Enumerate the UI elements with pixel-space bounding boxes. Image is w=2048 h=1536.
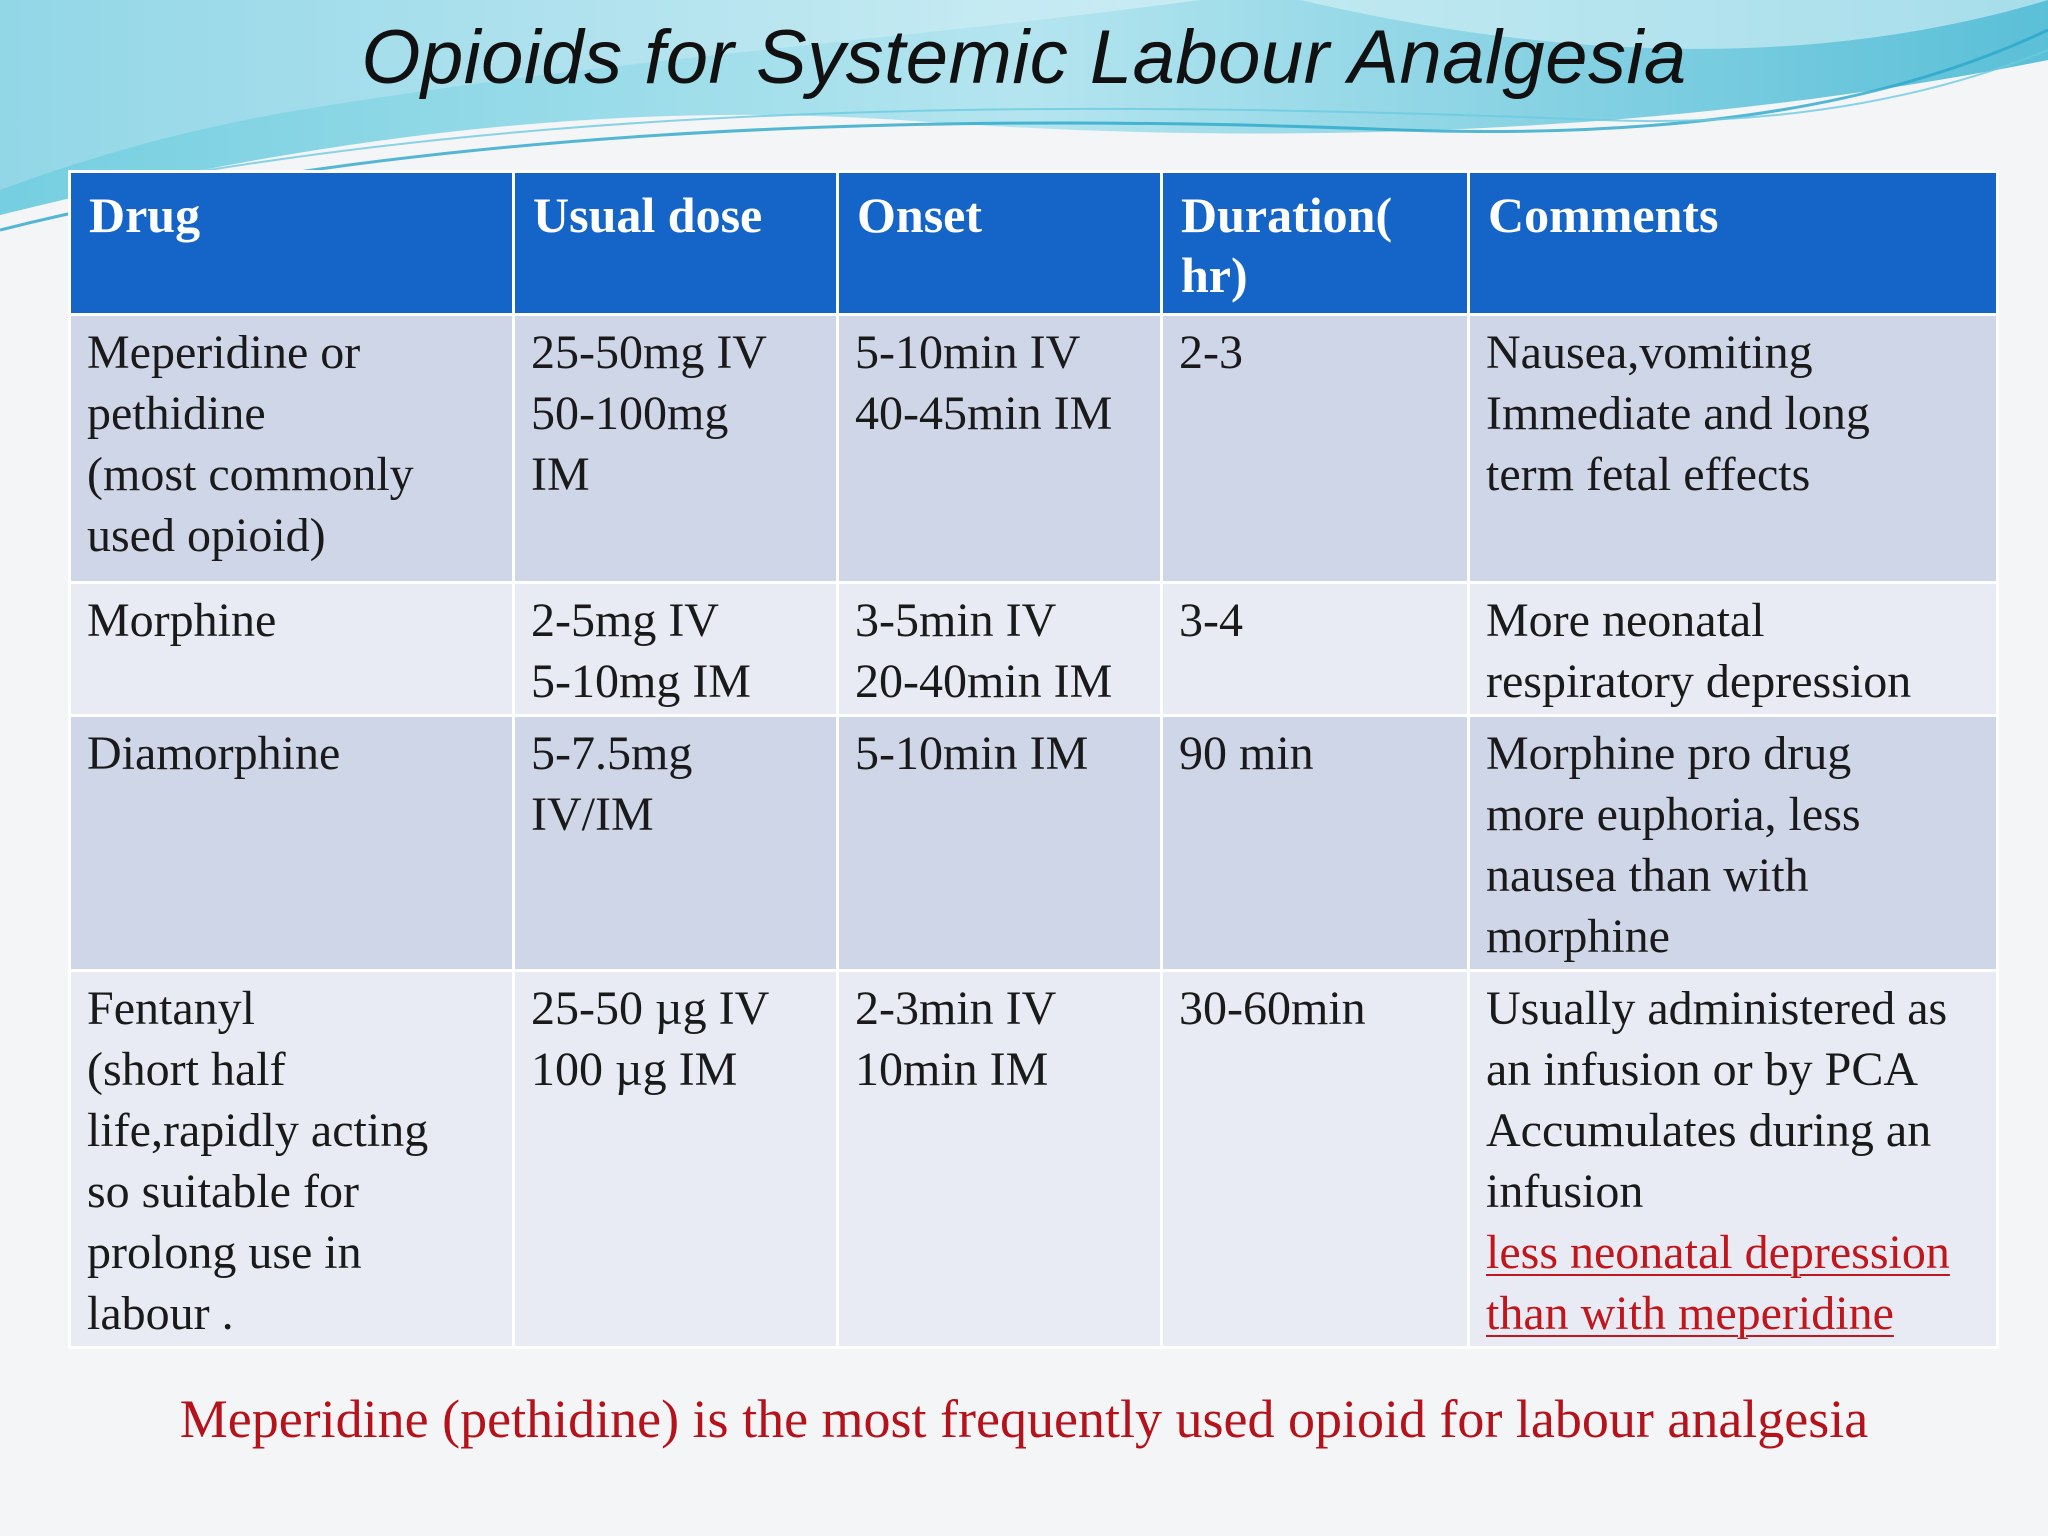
cell-text: prolong use in — [87, 1226, 362, 1279]
cell-text: 2-3min IV — [855, 982, 1057, 1035]
cell-text: life,rapidly acting — [87, 1104, 429, 1157]
cell-dose — [514, 716, 838, 971]
footer-note: Meperidine (pethidine) is the most frequently used opioid for labour analgesia — [179, 1389, 1869, 1449]
cell-duration — [1162, 315, 1469, 583]
opioids-table — [68, 170, 1999, 1349]
header-onset — [838, 172, 1162, 315]
header-comments — [1469, 172, 1998, 315]
cell-text: 5-7.5mg — [531, 727, 693, 780]
cell-duration — [1162, 716, 1469, 971]
header-drug-label: Drug — [89, 187, 201, 243]
cell-text: 10min IM — [855, 1043, 1049, 1096]
cell-dose — [514, 315, 838, 583]
cell-onset — [838, 583, 1162, 716]
cell-text: pethidine — [87, 387, 266, 440]
cell-text: Morphine pro drug — [1486, 727, 1852, 780]
cell-text: 50-100mg — [531, 387, 729, 440]
header-usual-dose — [514, 172, 838, 315]
header-duration — [1162, 172, 1469, 315]
cell-text: morphine — [1486, 910, 1670, 963]
cell-text: 5-10mg IM — [531, 655, 751, 708]
cell-text: more euphoria, less — [1486, 788, 1861, 841]
cell-text: labour . — [87, 1287, 234, 1340]
cell-text: Nausea,vomiting — [1486, 326, 1813, 379]
header-onset-label: Onset — [857, 187, 982, 243]
cell-text: 30-60min — [1179, 982, 1366, 1035]
slide-title: Opioids for Systemic Labour Analgesia — [361, 15, 1687, 100]
cell-text: (short half — [87, 1043, 286, 1096]
cell-text: 5-10min IV — [855, 326, 1081, 379]
table-header-row — [70, 172, 1998, 315]
cell-text: Morphine — [87, 594, 277, 647]
cell-onset — [838, 971, 1162, 1348]
cell-text: 90 min — [1179, 727, 1314, 780]
header-comments-label: Comments — [1488, 187, 1719, 243]
cell-text: IV/IM — [531, 788, 654, 841]
cell-text: 3-4 — [1179, 594, 1243, 647]
cell-text: (most commonly — [87, 448, 414, 501]
cell-comments — [1469, 971, 1998, 1348]
header-drug — [70, 172, 514, 315]
cell-text: 3-5min IV — [855, 594, 1057, 647]
cell-text: so suitable for — [87, 1165, 359, 1218]
cell-duration — [1162, 583, 1469, 716]
header-duration-label: hr) — [1181, 247, 1248, 303]
cell-text: infusion — [1486, 1165, 1644, 1218]
cell-drug — [70, 315, 514, 583]
cell-drug — [70, 971, 514, 1348]
cell-dose — [514, 971, 838, 1348]
cell-text: 25-50 µg IV — [531, 982, 770, 1035]
cell-text: 5-10min IM — [855, 727, 1089, 780]
table-row-fentanyl — [70, 971, 1998, 1348]
highlight-comment: than with meperidine — [1486, 1287, 1894, 1340]
cell-text: Meperidine or — [87, 326, 361, 379]
table-row-diamorphine — [70, 716, 1998, 971]
cell-comments — [1469, 716, 1998, 971]
cell-text: 2-3 — [1179, 326, 1243, 379]
cell-text: IM — [531, 448, 590, 501]
cell-text: More neonatal — [1486, 594, 1765, 647]
cell-text: used opioid) — [87, 509, 326, 562]
cell-text: respiratory depression — [1486, 655, 1912, 708]
highlight-comment: less neonatal depression — [1486, 1226, 1950, 1279]
cell-drug — [70, 583, 514, 716]
cell-text: 40-45min IM — [855, 387, 1113, 440]
cell-text: 20-40min IM — [855, 655, 1113, 708]
cell-comments — [1469, 583, 1998, 716]
cell-text: Diamorphine — [87, 727, 341, 780]
cell-comments — [1469, 315, 1998, 583]
header-duration-label: Duration( — [1181, 187, 1393, 243]
cell-drug — [70, 716, 514, 971]
cell-text: term fetal effects — [1486, 448, 1811, 501]
cell-text: Accumulates during an — [1486, 1104, 1932, 1157]
cell-text: Immediate and long — [1486, 387, 1870, 440]
cell-dose — [514, 583, 838, 716]
cell-text: nausea than with — [1486, 849, 1809, 902]
cell-text: 25-50mg IV — [531, 326, 767, 379]
header-usual-dose-label: Usual dose — [533, 187, 763, 243]
cell-text: Fentanyl — [87, 982, 255, 1035]
cell-duration — [1162, 971, 1469, 1348]
cell-onset — [838, 716, 1162, 971]
cell-text: Usually administered as — [1486, 982, 1948, 1035]
cell-onset — [838, 315, 1162, 583]
table-row-morphine — [70, 583, 1998, 716]
cell-text: 100 µg IM — [531, 1043, 738, 1096]
table-row-meperidine — [70, 315, 1998, 583]
cell-text: 2-5mg IV — [531, 594, 719, 647]
cell-text: an infusion or by PCA — [1486, 1043, 1918, 1096]
